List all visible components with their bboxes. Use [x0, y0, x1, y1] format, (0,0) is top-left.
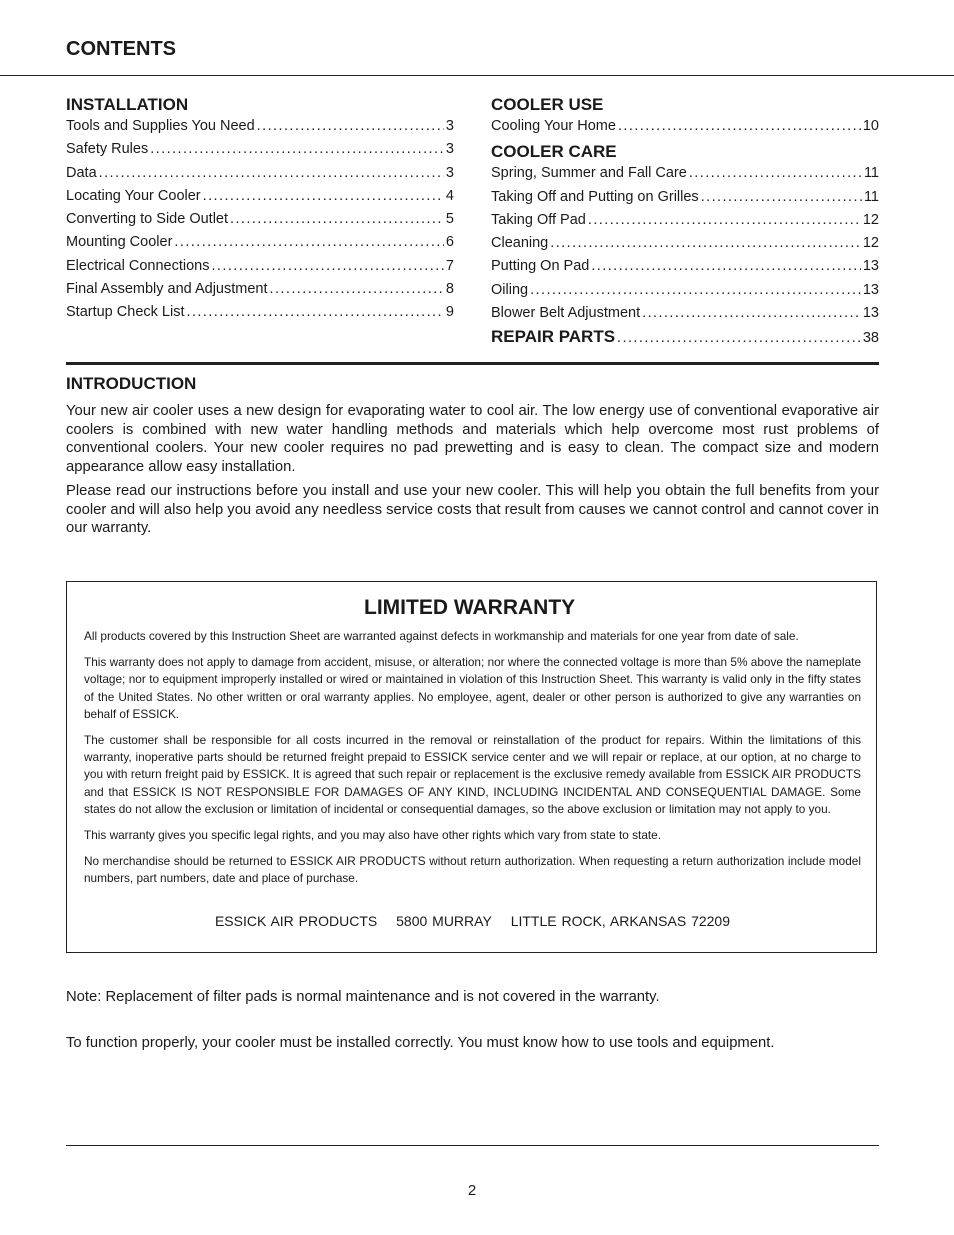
- toc-cooler: [491, 95, 879, 347]
- toc-entry-label: Data: [66, 164, 97, 181]
- toc-entry-label: Taking Off Pad: [491, 211, 586, 228]
- dot-leader: [617, 330, 861, 346]
- dot-leader: [230, 208, 444, 231]
- warranty-paragraph: This warranty does not apply to damage from accident, misuse, or alteration; nor where the connected voltage is more than 5% above the nameplate voltage; nor to equipment improperly installed or wired or maintained in violation of this Instruction Sheet. This warranty is valid only in the fifty states of the United States. No other written or oral warranty applies. No employee, agent, dealer or other person is authorized to give any warranties on behalf of ESSICK.: [84, 655, 861, 721]
- warranty-body: [84, 628, 861, 897]
- warranty-paragraph: The customer shall be responsible for all costs incurred in the removal or reinstallation of the product for repairs. Within the limitations of this warranty, inoperative parts should be returned freight prepaid to ESSICK service center and we will repair or replace, at our option, at no charge to you with return freight paid by ESSICK. It is agreed that such repair or replacement is the exclusive remedy available from ESSICK AIR PRODUCTS and that ESSICK IS NOT RESPONSIBLE FOR DAMAGES OF ANY KIND, INCLUDING INCIDENTAL AND CONSEQUENTIAL DAMAGE. Some states do not allow the exclusion or limitation of incidental or consequential damages, so the above exclusion or limitation may not apply to you.: [84, 733, 861, 816]
- toc-entry-label: Taking Off and Putting on Grilles: [491, 188, 699, 205]
- cooler-care-list: [491, 162, 879, 325]
- contents-title: CONTENTS: [66, 38, 176, 60]
- toc-entry-label: Startup Check List: [66, 304, 185, 321]
- filter-pad-note: Note: Replacement of filter pads is normal maintenance and is not covered in the warranty.: [66, 989, 660, 1005]
- intro-paragraph: Your new air cooler uses a new design for evaporating water to cool air. The low energy use of conventional evaporative air coolers is combined with new water handling methods and materials which help overcome most rust problems of conventional coolers. Your new cooler requires no pad prewetting and is easy to clean. The compact size and modern appearance allow easy installation.: [66, 403, 879, 476]
- installation-note: To function properly, your cooler must be installed correctly. You must know how to use tools and equipment.: [66, 1035, 775, 1051]
- dot-leader: [588, 209, 861, 232]
- toc-entry-page: 11: [863, 165, 879, 182]
- toc-entry[interactable]: [66, 162, 454, 185]
- warranty-paragraph: No merchandise should be returned to ESSICK AIR PRODUCTS without return authorization. When requesting a return authorization include model numbers, part numbers, date and place of purchase.: [84, 854, 861, 886]
- intro-paragraph: Please read our instructions before you install and use your new cooler. This will help you obtain the full benefits from your cooler and will also help you avoid any needless service costs that result from causes we cannot control and cannot cover in our warranty.: [66, 482, 879, 537]
- warranty-paragraph: This warranty gives you specific legal rights, and you may also have other rights which vary from state to state.: [84, 828, 661, 843]
- toc-entry-page: 8: [445, 281, 454, 298]
- toc-entry-page: 3: [445, 118, 454, 134]
- dot-leader: [701, 186, 862, 209]
- toc-entry[interactable]: [491, 186, 879, 209]
- dot-leader: [203, 185, 444, 208]
- toc-entry[interactable]: [66, 278, 454, 301]
- toc-entry[interactable]: [66, 301, 454, 324]
- toc-entry[interactable]: [66, 208, 454, 231]
- cooler-use-heading: COOLER USE: [491, 95, 604, 114]
- repair-parts-label: REPAIR PARTS: [491, 327, 616, 347]
- toc-entry-label: Tools and Supplies You Need: [66, 118, 255, 134]
- dot-leader: [550, 232, 861, 255]
- toc-entry[interactable]: [66, 185, 454, 208]
- dot-leader: [591, 255, 861, 278]
- dot-leader: [174, 231, 444, 254]
- toc-entry[interactable]: [491, 279, 879, 302]
- warranty-paragraph: All products covered by this Instruction Sheet are warranted against defects in workmanship and materials for one year from date of sale.: [84, 629, 799, 643]
- installation-list: [66, 115, 454, 325]
- toc-entry-label: Oiling: [491, 281, 529, 298]
- address-company: ESSICK AIR PRODUCTS: [214, 913, 378, 929]
- toc-entry-label: Mounting Cooler: [66, 234, 173, 251]
- address-street: 5800 MURRAY: [396, 913, 492, 929]
- dot-leader: [211, 255, 443, 278]
- toc-entry[interactable]: [66, 115, 454, 138]
- toc-entry-page: 9: [445, 304, 454, 321]
- toc-entry-repair-parts[interactable]: [491, 327, 879, 347]
- toc-entry-label: Cooling Your Home: [491, 118, 616, 134]
- dot-leader: [618, 115, 861, 138]
- toc-entry[interactable]: [66, 255, 454, 278]
- toc-entry-page: 10: [862, 118, 879, 134]
- toc-entry-page: 13: [862, 258, 879, 275]
- dot-leader: [689, 162, 862, 185]
- toc-entry-page: 13: [862, 281, 879, 298]
- dot-leader: [150, 138, 444, 161]
- cooler-use-list: [491, 115, 879, 138]
- top-divider: [0, 75, 954, 76]
- introduction-body: [66, 402, 879, 543]
- toc-entry-page: 13: [862, 305, 879, 322]
- repair-parts-page: 38: [862, 330, 879, 347]
- toc-entry-page: 5: [445, 211, 454, 228]
- installation-heading: INSTALLATION: [66, 95, 189, 114]
- toc-entry-label: Blower Belt Adjustment: [491, 305, 641, 322]
- address-city: LITTLE ROCK, ARKANSAS 72209: [510, 913, 731, 929]
- toc-entry-label: Spring, Summer and Fall Care: [491, 165, 687, 182]
- toc-entry-page: 11: [863, 188, 879, 205]
- toc-entry[interactable]: [491, 232, 879, 255]
- toc-entry-label: Safety Rules: [66, 141, 149, 158]
- introduction-heading: INTRODUCTION: [66, 374, 197, 393]
- toc-entry[interactable]: [491, 209, 879, 232]
- dot-leader: [270, 278, 444, 301]
- toc-entry-page: 3: [445, 164, 454, 181]
- toc-entry-page: 12: [862, 235, 879, 252]
- dot-leader: [257, 115, 444, 138]
- toc-entry-label: Electrical Connections: [66, 257, 210, 274]
- dot-leader: [99, 162, 444, 185]
- dot-leader: [530, 279, 861, 302]
- toc-entry[interactable]: [491, 255, 879, 278]
- warranty-address: [67, 913, 878, 929]
- toc-entry-page: 7: [445, 257, 454, 274]
- dot-leader: [186, 301, 443, 324]
- toc-entry-page: 4: [445, 187, 454, 204]
- warranty-title: LIMITED WARRANTY: [364, 596, 576, 619]
- toc-entry-label: Final Assembly and Adjustment: [66, 281, 268, 298]
- toc-entry-page: 6: [445, 234, 454, 251]
- toc-entry-label: Converting to Side Outlet: [66, 211, 229, 228]
- toc-entry[interactable]: [491, 302, 879, 325]
- toc-entry-label: Putting On Pad: [491, 258, 590, 275]
- toc-entry-page: 12: [862, 211, 879, 228]
- cooler-care-heading: COOLER CARE: [491, 142, 617, 162]
- page-number: 2: [467, 1182, 477, 1199]
- toc-entry[interactable]: [491, 162, 879, 185]
- dot-leader: [642, 302, 861, 325]
- toc-entry-page: 3: [445, 141, 454, 158]
- warranty-box: [66, 581, 877, 953]
- toc-installation: [66, 95, 454, 325]
- toc-entry[interactable]: [491, 115, 879, 138]
- toc-entry[interactable]: [66, 138, 454, 161]
- toc-entry-label: Locating Your Cooler: [66, 187, 201, 204]
- bottom-divider: [66, 1145, 879, 1146]
- section-divider: [66, 362, 879, 365]
- toc-entry[interactable]: [66, 231, 454, 254]
- toc-entry-label: Cleaning: [491, 235, 549, 252]
